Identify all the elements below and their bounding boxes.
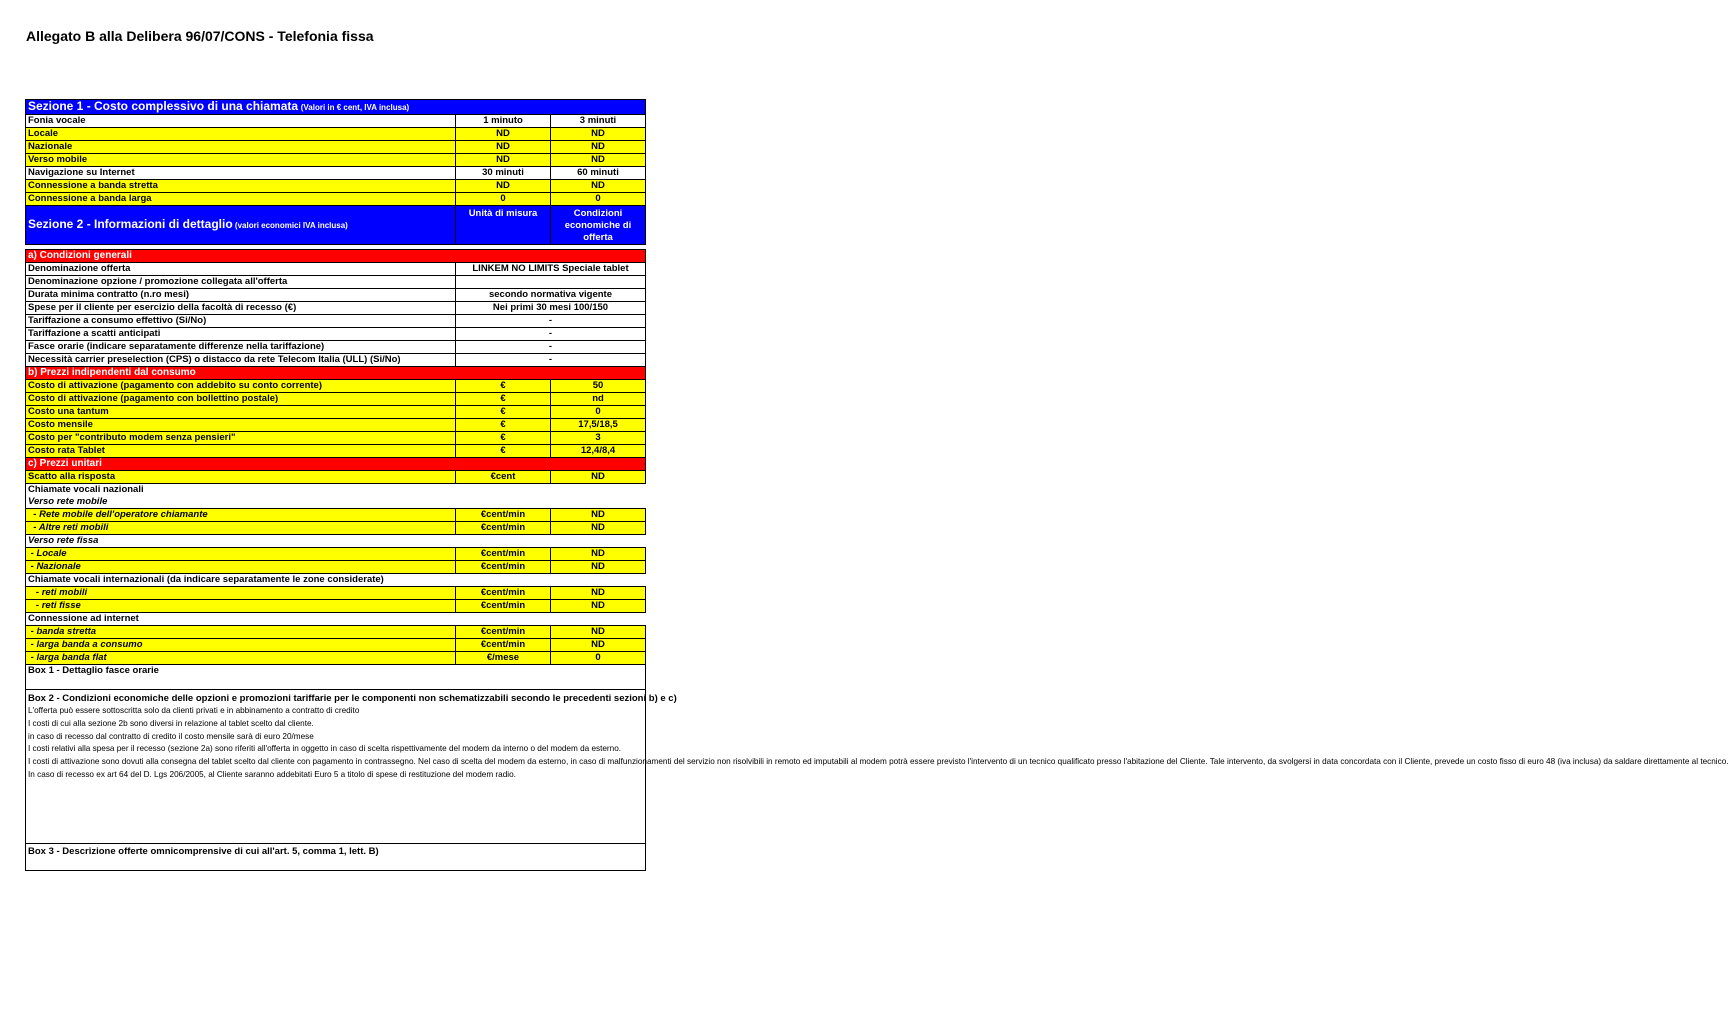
row-value: ND <box>551 587 646 600</box>
row-unit: €cent/min <box>456 561 551 574</box>
row-value: - <box>456 341 646 354</box>
row-label: Necessità carrier preselection (CPS) o distacco da rete Telecom Italia (ULL) (Si/No) <box>26 354 456 367</box>
row-value: 0 <box>551 652 646 665</box>
row-unit: € <box>456 393 551 406</box>
section2-header <box>26 206 646 245</box>
section1-row <box>26 154 646 167</box>
row-value: - <box>456 328 646 341</box>
row-label: Costo una tantum <box>26 406 456 419</box>
section2-title-cell <box>26 206 456 245</box>
row-unit: €cent/min <box>456 626 551 639</box>
box2-paragraph: in caso di recesso dal contratto di credito il costo mensile sarà di euro 20/mese <box>28 731 314 741</box>
row-value: - <box>456 315 646 328</box>
row-value-a: 0 <box>456 193 551 206</box>
box2 <box>26 690 646 844</box>
section1-header <box>26 100 646 115</box>
section1-row <box>26 128 646 141</box>
fixed-price-row <box>26 432 646 445</box>
row-label: Spese per il cliente per esercizio della facoltà di recesso (€) <box>26 302 456 315</box>
row-label: Tariffazione a scatti anticipati <box>26 328 456 341</box>
row-value: ND <box>551 509 646 522</box>
row-value: 12,4/8,4 <box>551 445 646 458</box>
row-value: LINKEM NO LIMITS Speciale tablet <box>456 263 646 276</box>
row-label: Costo mensile <box>26 419 456 432</box>
row-value: 3 <box>551 432 646 445</box>
row-value: 17,5/18,5 <box>551 419 646 432</box>
row-label: Navigazione su Internet <box>26 167 456 180</box>
row-value: 0 <box>551 406 646 419</box>
internet-heading <box>26 613 646 626</box>
box2-paragraph: In caso di recesso ex art 64 del D. Lgs 206/2005, al Cliente saranno addebitati Euro 5 a titolo di spese di restituzione del modem radio. <box>28 769 516 779</box>
row-value: Nei primi 30 mesi 100/150 <box>456 302 646 315</box>
national-calls-heading <box>26 484 646 497</box>
row-value: ND <box>551 639 646 652</box>
row-value-a: ND <box>456 141 551 154</box>
subsection-a-title: a) Condizioni generali <box>26 250 646 263</box>
row-unit: € <box>456 406 551 419</box>
row-label: Scatto alla risposta <box>26 471 456 484</box>
row-label: Nazionale <box>26 141 456 154</box>
row-value: ND <box>551 522 646 535</box>
general-row <box>26 341 646 354</box>
row-label: Denominazione opzione / promozione collegata all'offerta <box>26 276 456 289</box>
unit-price-row <box>26 522 646 535</box>
row-value: ND <box>551 600 646 613</box>
row-label: Fonia vocale <box>26 115 456 128</box>
box2-paragraph: I costi relativi alla spesa per il recesso (sezione 2a) sono riferiti all'offerta in oggetto in caso di scelta rispettivamente del modem da interno o del modem da esterno. <box>28 744 622 754</box>
box1-title: Box 1 - Dettaglio fasce orarie <box>26 665 646 690</box>
row-value: - <box>456 354 646 367</box>
row-value: ND <box>551 561 646 574</box>
row-label: Costo per "contributo modem senza pensieri" <box>26 432 456 445</box>
fixed-price-row <box>26 380 646 393</box>
row-label: Verso mobile <box>26 154 456 167</box>
row-value-b: 60 minuti <box>551 167 646 180</box>
row-label: - Rete mobile dell'operatore chiamante <box>26 509 456 522</box>
to-mobile-heading-label: Verso rete mobile <box>26 496 646 509</box>
general-row <box>26 302 646 315</box>
row-label: Fasce orarie (indicare separatamente differenze nella tariffazione) <box>26 341 456 354</box>
row-unit: €/mese <box>456 652 551 665</box>
fixed-price-row <box>26 445 646 458</box>
subsection-b-header <box>26 367 646 380</box>
row-value-a: 30 minuti <box>456 167 551 180</box>
subsection-b-title: b) Prezzi indipendenti dal consumo <box>26 367 646 380</box>
row-label: - Nazionale <box>26 561 456 574</box>
box2-title: Box 2 - Condizioni economiche delle opzioni e promozioni tariffarie per le componenti non schematizzabili secondo le precedenti sezioni b) e c) <box>28 693 677 704</box>
fixed-price-row <box>26 393 646 406</box>
column-offer-header: Condizioni economiche di offerta <box>551 206 646 245</box>
general-row <box>26 328 646 341</box>
box2-paragraph: I costi di attivazione sono dovuti alla consegna del tablet scelto dal cliente con pagamento in contrassegno. Nel caso di scelta del modem da esterno, in caso di malfunzionamenti del servizio non risolvibili in remoto ed imputabili al modem potrà essere previsto l'intervento di un tecnico qualificato presso l'abitazione del Cliente. Tale intervento, da svolgersi in data concordata con il Cliente, prevede un costo fisso di euro 48 (iva inclusa) da saldare direttamente al tecnico. <box>28 757 1729 767</box>
unit-price-row <box>26 561 646 574</box>
row-label: Costo di attivazione (pagamento con addebito su conto corrente) <box>26 380 456 393</box>
section1-row <box>26 141 646 154</box>
row-label: - Locale <box>26 548 456 561</box>
unit-price-row <box>26 639 646 652</box>
unit-price-row <box>26 626 646 639</box>
row-label: - reti fisse <box>26 600 456 613</box>
subsection-c-title: c) Prezzi unitari <box>26 458 646 471</box>
row-value-b: 3 minuti <box>551 115 646 128</box>
unit-price-row <box>26 471 646 484</box>
general-row <box>26 315 646 328</box>
row-value-a: 1 minuto <box>456 115 551 128</box>
section1-title: Sezione 1 - Costo complessivo di una chiamata <box>28 99 299 113</box>
fixed-price-row <box>26 419 646 432</box>
fixed-price-row <box>26 406 646 419</box>
to-fixed-heading-label: Verso rete fissa <box>26 535 646 548</box>
document-title: Allegato B alla Delibera 96/07/CONS - Telefonia fissa <box>26 28 374 44</box>
column-unit-header: Unità di misura <box>456 206 551 245</box>
row-value-a: ND <box>456 154 551 167</box>
row-label: Durata minima contratto (n.ro mesi) <box>26 289 456 302</box>
row-unit: €cent/min <box>456 639 551 652</box>
national-calls-heading-label: Chiamate vocali nazionali <box>26 484 646 497</box>
internet-heading-label: Connessione ad internet <box>26 613 646 626</box>
section2-title: Sezione 2 - Informazioni di dettaglio <box>28 217 233 231</box>
general-row <box>26 354 646 367</box>
section1-row <box>26 193 646 206</box>
row-value: nd <box>551 393 646 406</box>
international-calls-heading <box>26 574 646 587</box>
box1 <box>26 665 646 690</box>
row-label: Connessione a banda stretta <box>26 180 456 193</box>
row-unit: €cent/min <box>456 522 551 535</box>
row-unit: €cent/min <box>456 509 551 522</box>
box3-title: Box 3 - Descrizione offerte omnicomprensive di cui all'art. 5, comma 1, lett. B) <box>26 844 646 871</box>
box2-content <box>26 690 1729 844</box>
row-label: Connessione a banda larga <box>26 193 456 206</box>
unit-price-row <box>26 509 646 522</box>
general-row <box>26 263 646 276</box>
section1-row <box>26 167 646 180</box>
row-label: Tariffazione a consumo effettivo (Si/No) <box>26 315 456 328</box>
row-value: 50 <box>551 380 646 393</box>
section1-row <box>26 115 646 128</box>
row-value-b: ND <box>551 141 646 154</box>
unit-price-row <box>26 548 646 561</box>
row-unit: € <box>456 445 551 458</box>
row-label: Denominazione offerta <box>26 263 456 276</box>
row-label: Costo rata Tablet <box>26 445 456 458</box>
general-row <box>26 276 646 289</box>
section2-note: (valori economici IVA inclusa) <box>232 221 348 230</box>
row-label: - larga banda flat <box>26 652 456 665</box>
row-label: - larga banda a consumo <box>26 639 456 652</box>
subsection-c-header <box>26 458 646 471</box>
section1-row <box>26 180 646 193</box>
to-fixed-heading <box>26 535 646 548</box>
row-label: - banda stretta <box>26 626 456 639</box>
row-value-b: ND <box>551 180 646 193</box>
row-unit: €cent/min <box>456 587 551 600</box>
general-row <box>26 289 646 302</box>
row-label: - Altre reti mobili <box>26 522 456 535</box>
subsection-a-header <box>26 250 646 263</box>
row-value <box>456 276 646 289</box>
row-value: ND <box>551 548 646 561</box>
row-unit: € <box>456 419 551 432</box>
row-label: - reti mobili <box>26 587 456 600</box>
row-value-b: ND <box>551 154 646 167</box>
section1-note: (Valori in € cent, IVA inclusa) <box>300 103 410 112</box>
row-value: secondo normativa vigente <box>456 289 646 302</box>
international-calls-heading-label: Chiamate vocali internazionali (da indicare separatamente le zone considerate) <box>26 574 646 587</box>
row-value-b: 0 <box>551 193 646 206</box>
row-unit: € <box>456 432 551 445</box>
row-value: ND <box>551 626 646 639</box>
box2-paragraph: L'offerta può essere sottoscritta solo da clienti privati e in abbinamento a contratto di credito <box>28 706 360 715</box>
box3 <box>26 844 646 871</box>
row-value-a: ND <box>456 128 551 141</box>
row-unit: €cent <box>456 471 551 484</box>
row-unit: € <box>456 380 551 393</box>
tariff-sheet <box>25 99 1729 871</box>
box2-paragraph: I costi di cui alla sezione 2b sono diversi in relazione al tablet scelto dal cliente. <box>28 718 314 728</box>
row-unit: €cent/min <box>456 548 551 561</box>
to-mobile-heading <box>26 496 646 509</box>
row-value-b: ND <box>551 128 646 141</box>
row-unit: €cent/min <box>456 600 551 613</box>
unit-price-row <box>26 587 646 600</box>
row-value: ND <box>551 471 646 484</box>
row-value-a: ND <box>456 180 551 193</box>
unit-price-row <box>26 600 646 613</box>
row-label: Costo di attivazione (pagamento con bollettino postale) <box>26 393 456 406</box>
unit-price-row <box>26 652 646 665</box>
row-label: Locale <box>26 128 456 141</box>
